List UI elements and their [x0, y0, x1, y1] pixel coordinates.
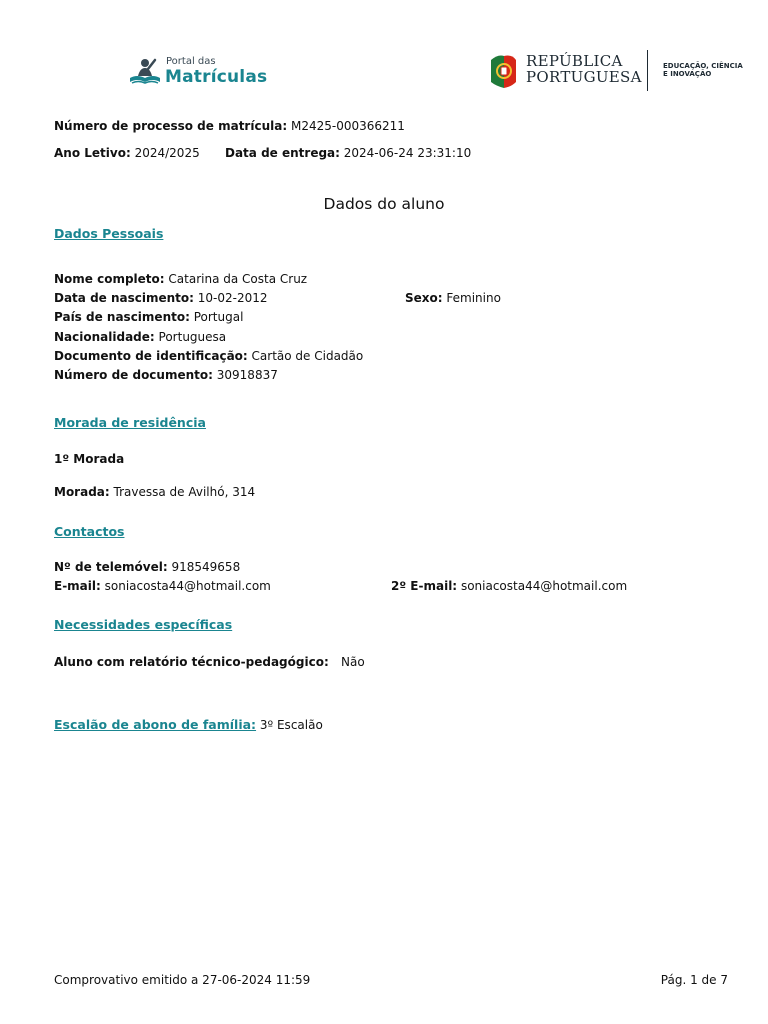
school-year-label: Ano Letivo: [54, 146, 131, 160]
school-year-line [54, 146, 200, 160]
student-book-icon [128, 56, 162, 86]
sex-label: Sexo: [405, 291, 443, 305]
delivery-date-value: 2024-06-24 23:31:10 [343, 146, 472, 160]
report-label: Aluno com relatório técnico-pedagógico: [54, 655, 329, 669]
nationality-line [54, 330, 226, 344]
birth-date-line [54, 291, 268, 305]
email-label: E-mail: [54, 579, 101, 593]
process-number-line [54, 119, 405, 133]
process-number-value: M2425-000366211 [290, 119, 405, 133]
delivery-date-label: Data de entrega: [225, 146, 340, 160]
nationality-value: Portuguesa [158, 330, 227, 344]
delivery-date-line [225, 146, 471, 160]
birth-date-label: Data de nascimento: [54, 291, 194, 305]
email-value: soniacosta44@hotmail.com [104, 579, 271, 593]
family-allowance-value: 3º Escalão [259, 718, 323, 732]
second-email-line [391, 579, 627, 593]
report-value: Não [341, 655, 365, 669]
sex-line [405, 291, 501, 305]
birth-country-line [54, 310, 243, 324]
sex-value: Feminino [446, 291, 501, 305]
id-document-value: Cartão de Cidadão [251, 349, 364, 363]
nationality-label: Nacionalidade: [54, 330, 155, 344]
personal-data-heading: Dados Pessoais [54, 226, 164, 241]
address-subheading-text: 1º Morada [54, 452, 125, 466]
section-title: Dados do aluno [323, 195, 445, 213]
id-document-line [54, 349, 363, 363]
second-email-value: soniacosta44@hotmail.com [460, 579, 628, 593]
report-label-line [54, 655, 329, 669]
portal-matriculas-logo [128, 54, 268, 90]
full-name-label: Nome completo: [54, 272, 165, 286]
email-line [54, 579, 271, 593]
republica-text: REPÚBLICA [526, 52, 623, 70]
school-year-value: 2024/2025 [134, 146, 200, 160]
portal-big-text: Matrículas [165, 67, 268, 87]
second-email-label: 2º E-mail: [391, 579, 458, 593]
footer-page-number: Pág. 1 de 7 [660, 973, 728, 987]
logo-divider [647, 50, 648, 91]
full-name-value: Catarina da Costa Cruz [168, 272, 308, 286]
full-name-line [54, 272, 307, 286]
address-value: Travessa de Avilhó, 314 [113, 485, 256, 499]
mobile-phone-line [54, 560, 240, 574]
mobile-phone-value: 918549658 [171, 560, 241, 574]
document-number-value: 30918837 [216, 368, 278, 382]
ministry-text-line2: E INOVAÇÃO [663, 70, 712, 78]
family-allowance-line [54, 717, 323, 732]
document-number-label: Número de documento: [54, 368, 213, 382]
birth-country-value: Portugal [193, 310, 244, 324]
address-subheading [54, 452, 124, 466]
portal-small-text: Portal das [166, 56, 216, 67]
family-allowance-label: Escalão de abono de família: [54, 717, 257, 732]
specific-needs-heading: Necessidades específicas [54, 617, 233, 632]
id-document-label: Documento de identificação: [54, 349, 248, 363]
republica-portuguesa-logo [488, 50, 748, 94]
document-number-line [54, 368, 278, 382]
portugal-flag-crest-icon [488, 52, 518, 90]
address-heading: Morada de residência [54, 415, 206, 430]
birth-country-label: País de nascimento: [54, 310, 190, 324]
contacts-heading: Contactos [54, 524, 125, 539]
footer-issued-text: Comprovativo emitido a 27-06-2024 11:59 [54, 973, 311, 987]
ministry-text-line1: EDUCAÇÃO, CIÊNCIA [663, 62, 743, 70]
address-line [54, 485, 255, 499]
address-label: Morada: [54, 485, 110, 499]
mobile-phone-label: Nº de telemóvel: [54, 560, 168, 574]
process-number-label: Número de processo de matrícula: [54, 119, 288, 133]
birth-date-value: 10-02-2012 [197, 291, 268, 305]
portuguesa-text: PORTUGUESA [526, 68, 642, 86]
